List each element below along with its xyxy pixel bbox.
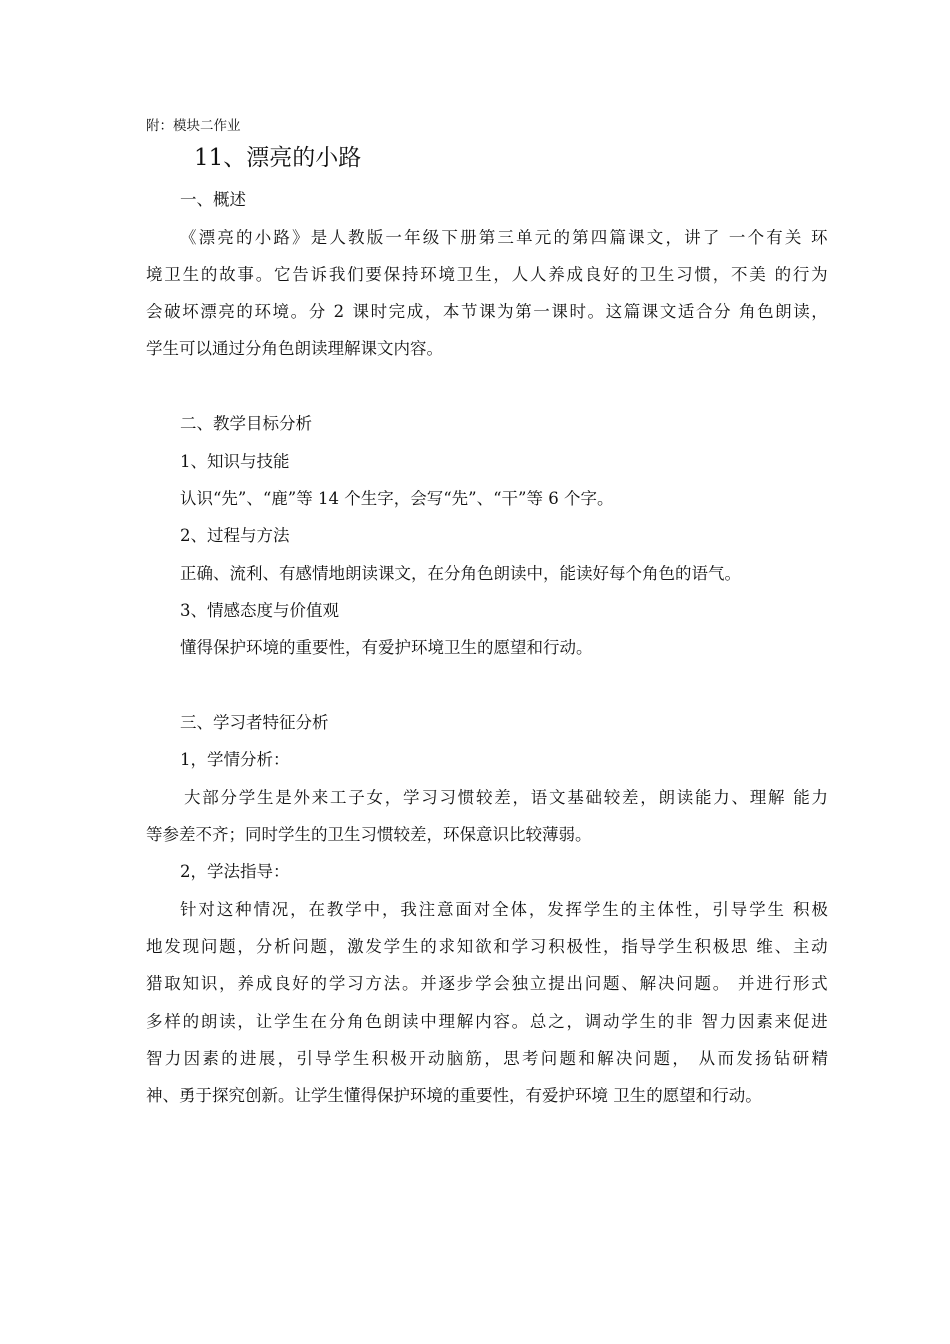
- subheading-learning-method: 2，学法指导：: [180, 862, 290, 881]
- subheading-knowledge: 1、知识与技能: [180, 452, 290, 471]
- paragraph-line: 大 部 分 学 生 是 外 来 工 子 女 ， 学 习 习 惯 较 差 ， 语 文 基 础 较 差 ， 朗 读 能 力 、 理 解 能 力: [184, 788, 828, 807]
- paragraph-line: 境 卫 生 的 故 事 。 它 告 诉 我 们 要 保 持 环 境 卫 生 ， 人 人 养 成 良 好 的 卫 生 习 惯 ， 不 美 的 行 为: [146, 265, 828, 284]
- paragraph-line: 地 发 现 问 题 ， 分 析 问 题 ， 激 发 学 生 的 求 知 欲 和 学 习 积 极 性 ， 指 导 学 生 积 极 思 维 、 主 动: [146, 937, 828, 956]
- page-title: 11、漂亮的小路: [194, 145, 362, 171]
- subheading-process: 2、过程与方法: [180, 526, 290, 545]
- paragraph-line: 智 力 因 素 的 进 展 ， 引 导 学 生 积 极 开 动 脑 筋 ， 思 考 问 题 和 解 决 问 题 ， 从 而 发 扬 钻 研 精: [146, 1049, 828, 1068]
- subheading-learner-analysis: 1，学情分析：: [180, 750, 290, 769]
- section-heading-objectives: 二、教学目标分析: [180, 414, 312, 433]
- paragraph-line: 《 漂 亮 的 小 路 》 是 人 教 版 一 年 级 下 册 第 三 单 元 的 第 四 篇 课 文 ， 讲 了 一 个 有 关 环: [180, 228, 828, 247]
- paragraph-line: 等参差不齐；同时学生的卫生习惯较差，环保意识比较薄弱。: [146, 825, 592, 844]
- paragraph-line: 会 破 坏 漂 亮 的 环 境 。 分 2 课 时 完 成 ， 本 节 课 为 第 一 课 时 。 这 篇 课 文 适 合 分 角 色 朗 读 ，: [146, 302, 828, 321]
- paragraph-line: 懂得保护环境的重要性，有爱护环境卫生的愿望和行动。: [180, 638, 593, 657]
- subheading-attitude: 3、情感态度与价值观: [180, 601, 339, 620]
- paragraph-line: 认识“先”、“鹿”等 14 个生字，会写“先”、“干”等 6 个字。: [180, 489, 614, 508]
- section-heading-learners: 三、学习者特征分析: [180, 713, 329, 732]
- header-note: 附：模块二作业: [146, 118, 241, 134]
- paragraph-line: 学生可以通过分角色朗读理解课文内容。: [146, 339, 443, 358]
- paragraph-line: 神、勇于探究创新。让学生懂得保护环境的重要性，有爱护环境 卫生的愿望和行动。: [146, 1086, 762, 1105]
- paragraph-line: 多 样 的 朗 读 ， 让 学 生 在 分 角 色 朗 读 中 理 解 内 容 。 总 之 ， 调 动 学 生 的 非 智 力 因 素 来 促 进: [146, 1012, 828, 1031]
- paragraph-line: 正确、流利、有感情地朗读课文，在分角色朗读中，能读好每个角色的语气。: [180, 564, 741, 583]
- paragraph-line: 针 对 这 种 情 况 ， 在 教 学 中 ， 我 注 意 面 对 全 体 ， 发 挥 学 生 的 主 体 性 ， 引 导 学 生 积 极: [180, 900, 828, 919]
- paragraph-line: 猎 取 知 识 ， 养 成 良 好 的 学 习 方 法 。 并 逐 步 学 会 独 立 提 出 问 题 、 解 决 问 题 。 并 进 行 形 式: [146, 974, 828, 993]
- section-heading-overview: 一、概述: [180, 190, 246, 209]
